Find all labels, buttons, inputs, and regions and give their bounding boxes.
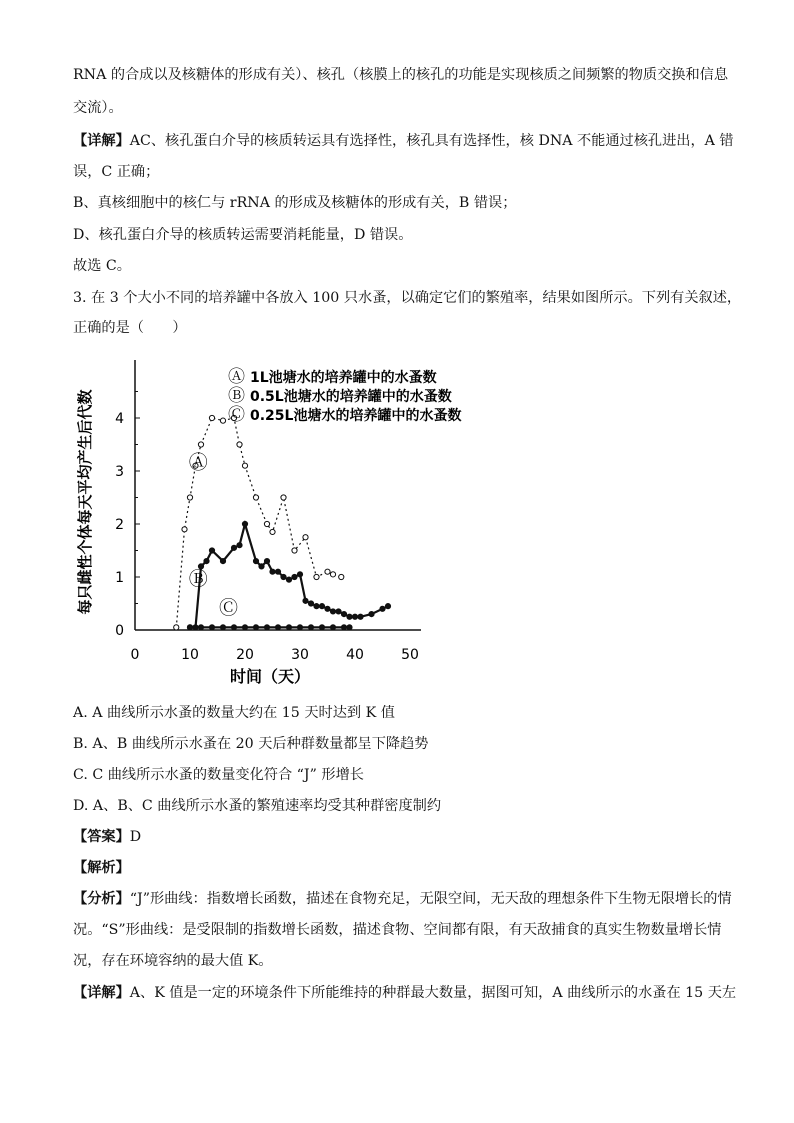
series-C-point: [319, 625, 324, 630]
series-C-point: [341, 625, 346, 630]
series-B-point: [270, 569, 275, 574]
series-B-point: [292, 574, 297, 579]
series-C-point: [220, 625, 225, 630]
y-tick-label: 4: [115, 411, 124, 427]
detail-tag: 【详解】: [73, 133, 130, 149]
series-B-point: [336, 609, 341, 614]
option-c: C. C 曲线所示水蚤的数量变化符合 “J” 形增长: [73, 767, 364, 783]
analysis-fx-tag: 【分析】: [73, 891, 130, 907]
analysis-line: 况，存在环境容纳的最大值 K。: [73, 953, 273, 969]
series-A-line: [176, 418, 341, 627]
series-B-point: [204, 559, 209, 564]
curve-label: Ⓒ: [218, 597, 239, 620]
series-B-point: [347, 614, 352, 619]
paragraph-line: 交流）。: [73, 100, 123, 116]
analysis-line: 况。“S”形曲线：是受限制的指数增长函数，描述食物、空间都有限，有天敌捕食的真实生物数量增长情: [73, 922, 722, 938]
series-C-point: [286, 625, 291, 630]
analysis-text: “J”形曲线：指数增长函数，描述在食物充足，无限空间，无天敌的理想条件下生物无限增长的情: [129, 891, 732, 907]
detail-paragraph: [73, 131, 734, 151]
chart: [70, 352, 462, 697]
x-tick-label: 40: [346, 647, 364, 663]
chart-legend: [228, 367, 461, 425]
option-b: B. A、B 曲线所示水蚤在 20 天后种群数量都呈下降趋势: [73, 736, 429, 752]
series-B-point: [319, 604, 324, 609]
series-B-point: [352, 614, 357, 619]
series-B-point: [314, 604, 319, 609]
x-tick-label: 30: [291, 647, 309, 663]
answer-tag: 【答案】: [73, 829, 130, 845]
series-C-point: [198, 625, 203, 630]
series-A-point: [253, 495, 258, 500]
analysis-xj-tag: 【详解】: [73, 985, 130, 1001]
series-B-point: [358, 614, 363, 619]
series-A-point: [325, 569, 330, 574]
series-B-point: [281, 574, 286, 579]
x-tick-label: 20: [236, 647, 254, 663]
detail-text: AC、核孔蛋白介导的核质转运具有选择性，核孔具有选择性，核 DNA 不能通过核孔进出，A 错: [129, 133, 734, 149]
series-A-point: [187, 495, 192, 500]
series-B-point: [242, 521, 247, 526]
series-B-point: [369, 612, 374, 617]
curve-label: Ⓑ: [188, 567, 208, 590]
series-B-point: [220, 559, 225, 564]
legend-label: 1L池塘水的培养罐中的水蚤数: [250, 370, 437, 386]
series-C-point: [264, 625, 269, 630]
series-B-point: [231, 545, 236, 550]
series-B-point: [253, 559, 258, 564]
y-axis-label: 每只雌性个体每天平均产生后代数: [76, 389, 94, 615]
paragraph-line: RNA 的合成以及核糖体的形成有关）、核孔（核膜上的核孔的功能是实现核质之间频繁的物质交换和信息: [73, 67, 729, 83]
y-tick-label: 2: [115, 517, 124, 533]
series-A-point: [281, 495, 286, 500]
series-B-point: [259, 564, 264, 569]
question-stem: 3. 在 3 个大小不同的培养罐中各放入 100 只水蚤，以确定它们的繁殖率，结果如图所示。下列有关叙述，: [73, 290, 742, 306]
paragraph-line: B、真核细胞中的核仁与 rRNA 的形成及核糖体的形成有关，B 错误；: [73, 195, 517, 211]
x-axis-label: 时间（天）: [229, 667, 311, 686]
x-tick-label: 50: [401, 647, 419, 663]
x-tick-label: 0: [130, 647, 140, 663]
series-B-point: [330, 609, 335, 614]
series-C-point: [242, 625, 247, 630]
chart-ticks: [115, 392, 419, 664]
legend-marker: Ⓒ: [228, 405, 245, 425]
analysis-line: [73, 983, 736, 1003]
answer-value: D: [129, 829, 142, 845]
analysis-tag: 【解析】: [73, 860, 130, 876]
analysis-text: A、K 值是一定的环境条件下所能维持的种群最大数量，据图可知，A 曲线所示的水蚤在 15 天左: [129, 985, 737, 1001]
legend-label: 0.25L池塘水的培养罐中的水蚤数: [250, 408, 462, 424]
legend-label: 0.5L池塘水的培养罐中的水蚤数: [250, 389, 452, 405]
answer-line: [73, 827, 141, 847]
series-B-point: [303, 598, 308, 603]
series-A-point: [270, 529, 275, 534]
series-C-point: [308, 625, 313, 630]
paragraph-line: 故选 C。: [73, 258, 131, 274]
series-C-point: [275, 625, 280, 630]
analysis-heading: [73, 858, 130, 878]
series-C-point: [330, 625, 335, 630]
paragraph-line: 误，C 正确；: [73, 164, 160, 180]
series-B-point: [264, 559, 269, 564]
series-A-point: [330, 572, 335, 577]
analysis-line: [73, 889, 732, 909]
x-tick-label: 10: [181, 647, 199, 663]
y-tick-label: 1: [115, 570, 124, 586]
series-A-point: [264, 521, 269, 526]
series-A-point: [242, 463, 247, 468]
legend-marker: Ⓑ: [228, 386, 245, 406]
series-B-point: [286, 577, 291, 582]
series-A-point: [220, 418, 225, 423]
option-d: D. A、B、C 曲线所示水蚤的繁殖速率均受其种群密度制约: [73, 798, 442, 814]
series-A-point: [237, 442, 242, 447]
series-B-point: [308, 601, 313, 606]
series-A-point: [292, 548, 297, 553]
series-A-point: [314, 574, 319, 579]
series-C-point: [297, 625, 302, 630]
series-B-point: [385, 604, 390, 609]
series-A-point: [209, 415, 214, 420]
series-A-point: [198, 442, 203, 447]
series-A-point: [303, 535, 308, 540]
series-B-point: [325, 606, 330, 611]
question-stem-cont: 正确的是（ ）: [73, 320, 187, 336]
series-A-point: [339, 574, 344, 579]
y-tick-label: 3: [115, 464, 124, 480]
series-C-point: [209, 625, 214, 630]
option-a: A. A 曲线所示水蚤的数量大约在 15 天时达到 K 值: [73, 705, 395, 721]
series-B-point: [341, 612, 346, 617]
series-A-point: [174, 625, 179, 630]
curve-label: Ⓐ: [188, 451, 208, 474]
series-C-point: [347, 625, 352, 630]
legend-marker: Ⓐ: [228, 367, 245, 387]
series-C-point: [231, 625, 236, 630]
series-B-point: [237, 543, 242, 548]
series-B-point: [297, 572, 302, 577]
paragraph-line: D、核孔蛋白介导的核质转运需要消耗能量，D 错误。: [73, 227, 413, 243]
series-B-point: [209, 548, 214, 553]
y-tick-label: 0: [115, 623, 124, 639]
series-A-point: [182, 527, 187, 532]
series-C-point: [253, 625, 258, 630]
series-B-point: [380, 606, 385, 611]
series-C-point: [187, 625, 192, 630]
chart-series: [174, 415, 391, 630]
series-B-point: [275, 569, 280, 574]
